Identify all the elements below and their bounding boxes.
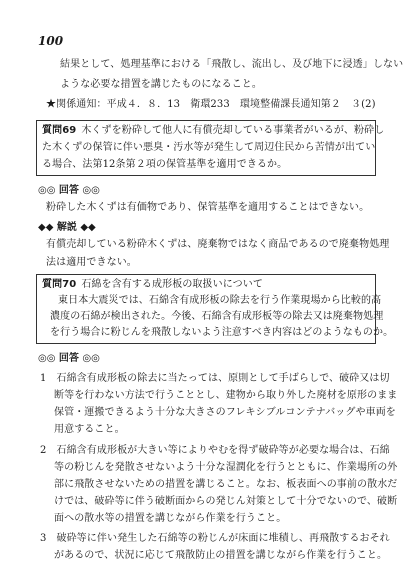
answer-69-text: 粉砕した木くずは有価物であり、保管基準を適用することはできない。 bbox=[46, 202, 370, 213]
page-number: 100 bbox=[38, 34, 64, 48]
answer-69-heading: ◎◎ 回答 ◎◎ bbox=[38, 185, 100, 196]
question-70-title: 石綿を含有する成形板の取扱いについて bbox=[81, 279, 263, 290]
question-70-line-1: 東日本大震災では、石綿含有成形板の除去を行う作業現場から比較的高 bbox=[58, 295, 382, 306]
question-69-label: 質問69 bbox=[42, 125, 77, 136]
answer-70-item-3-number: 3 bbox=[40, 533, 47, 544]
answer-70-item-2-line-3: 部に飛散させないための措置を講じること。なお、板表面への事前の散水だ bbox=[54, 479, 398, 490]
related-notice: ★関係通知：平成４．８．13 衛環233 環境整備課長通知第２ ３(2) bbox=[46, 99, 376, 110]
answer-70-item-1-line-2: 断等を行わない方法で行うこととし、建物から取り外した廃材を原形のまま bbox=[54, 390, 398, 401]
question-70-title-line bbox=[42, 278, 263, 291]
question-70-label: 質問70 bbox=[42, 279, 77, 290]
explanation-69-heading: ◆◆ 解説 ◆◆ bbox=[38, 222, 96, 233]
answer-70-item-1-line-1 bbox=[40, 372, 390, 385]
answer-70-item-2-number: 2 bbox=[40, 445, 47, 456]
answer-70-item-1-line-3: 保管・運搬できるよう十分な大きさのフレキシブルコンテナバッグや車両を bbox=[54, 407, 396, 418]
question-69-line-3: る場合、法第12条第２項の保管基準を適用できるか。 bbox=[42, 159, 288, 170]
answer-70-item-1-text-1: 石綿含有成形板の除去に当たっては、原則として手ばらしで、破砕又は切 bbox=[56, 373, 390, 384]
answer-70-item-2-line-1 bbox=[40, 444, 390, 457]
answer-70-item-3-line-1 bbox=[40, 532, 390, 545]
answer-70-heading: ◎◎ 回答 ◎◎ bbox=[38, 353, 100, 364]
answer-70-item-2-line-5: 面への散水等の措置を講じながら作業を行うこと。 bbox=[54, 513, 287, 524]
explanation-69-line-1: 有償売却している粉砕木くずは、廃棄物ではなく商品であるので廃棄物処理 bbox=[46, 239, 390, 250]
answer-70-item-2-text-1: 石綿含有成形板が大きい等によりやむを得ず破砕等が必要な場合は、石綿 bbox=[56, 445, 390, 456]
answer-70-item-1-number: 1 bbox=[40, 373, 47, 384]
question-70-line-3: を行う場合に粉じんを飛散しないよう注意すべき内容はどのようなものか。 bbox=[50, 327, 394, 338]
answer-70-item-2-line-4: けでは、破砕等に伴う破断面からの発じん対策として十分でないので、破断 bbox=[54, 496, 398, 507]
answer-70-item-3-line-2: があるので、状況に応じて飛散防止の措置を講じながら作業を行うこと。 bbox=[54, 550, 388, 561]
question-69-line-2: た木くずの保管に伴い悪臭・汚水等が発生して周辺住民から苦情が出てい bbox=[42, 142, 376, 153]
question-69-text-1: 木くずを粉砕して他人に有償売却している事業者がいるが、粉砕し bbox=[81, 125, 385, 136]
explanation-69-line-2: 法は適用できない。 bbox=[46, 257, 137, 268]
question-69-line-1 bbox=[42, 124, 384, 137]
answer-70-item-1-line-4: 用意すること。 bbox=[54, 424, 125, 435]
question-70-line-2: 濃度の石綿が検出された。今後、石綿含有成形板等の除去又は廃棄物処理 bbox=[50, 311, 384, 322]
answer-70-item-2-line-2: 等の粉じんを発散させないよう十分な湿潤化を行うとともに、作業場所の外 bbox=[54, 462, 398, 473]
answer-70-item-3-text-1: 破砕等に伴い発生した石綿等の粉じんが床面に堆積し、再飛散するおそれ bbox=[56, 533, 390, 544]
intro-line-2: ような必要な措置を講じたものになること。 bbox=[60, 79, 262, 90]
intro-line-1: 結果として、処理基準における「飛散し、流出し、及び地下に浸透」しない bbox=[60, 59, 404, 70]
